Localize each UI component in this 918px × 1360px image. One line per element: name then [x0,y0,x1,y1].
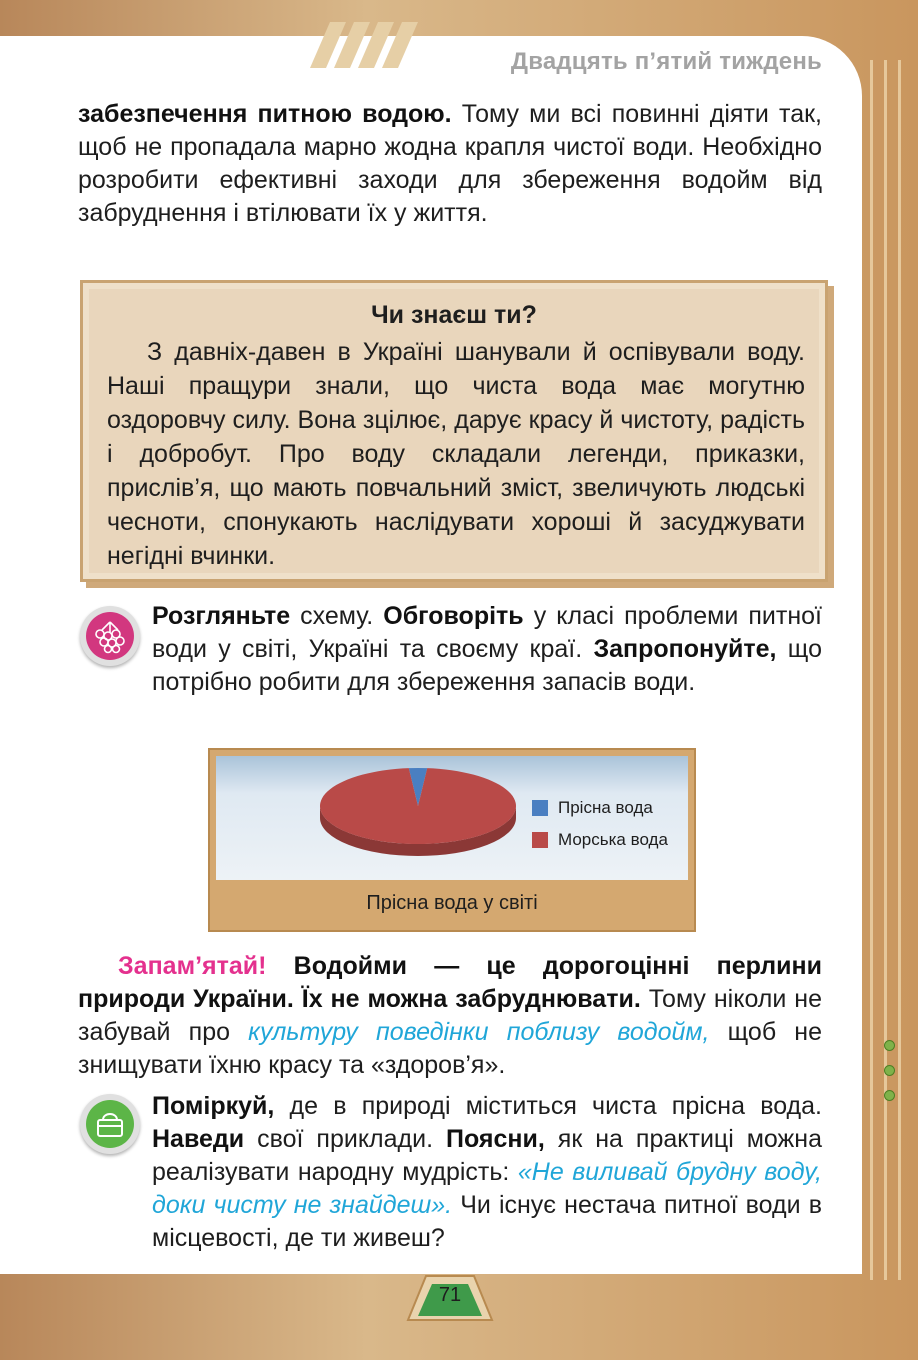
task2-proverb: «Не виливай брудну воду, доки чисту не знайдеш». [152,1158,822,1219]
legend-swatch-fresh [532,800,548,816]
freshwater-chart [208,748,696,932]
task2-text-1: де в природі міститься чиста прісна вода. [274,1092,822,1120]
intro-paragraph [78,98,822,230]
header-stripes-decoration [290,22,450,68]
task2-text-3: як на практиці можна реалізувати народну мудрість: [152,1125,822,1186]
side-dots-decoration [884,1040,895,1115]
chart-title: Прісна вода у світі [366,892,538,914]
legend-label-fresh: Прісна вода [558,798,653,817]
legend-swatch-sea [532,832,548,848]
chart-area [216,756,688,880]
did-you-know-box [80,280,828,582]
task2-text-2: свої приклади. [244,1125,447,1153]
page-number: 71 [438,1284,462,1306]
task2-text-4: Чи існує нестача питної води в місцевості, де ти живеш? [152,1191,822,1252]
task2-verb-1: Поміркуй, [152,1092,275,1120]
task-discuss-scheme [152,600,822,699]
week-title: Двадцять п’ятий тиждень [510,48,822,75]
legend-item-fresh [532,798,668,818]
legend-item-sea [532,830,668,850]
remember-bold: Водойми — це дорогоцінні перлини природи України. Їх не можна забруднювати. [78,952,822,1013]
remember-paragraph [78,950,822,1082]
remember-text-1: Тому ніколи не забувай про [78,985,822,1046]
task1-text-2: у класі проблеми питної води у світі, Україні та своєму краї. [152,602,822,663]
page-number-badge [400,1270,500,1330]
chart-legend [532,798,668,862]
task1-text-1: схему. [290,602,384,630]
task1-text-3: що потрібно робити для збереження запасів води. [152,635,822,696]
remember-label: Запам’ятай! [118,952,267,980]
discussion-icon [80,606,140,666]
task1-verb-3: Запропонуйте, [593,635,777,663]
intro-text: Тому ми всі повинні діяти так, щоб не пропадала марно жодна крапля чистої води. Необхідно розробити ефективні заходи для збереження водойм від забруднення і втілювати їх у життя. [78,100,822,227]
basket-icon [80,1094,140,1154]
task1-verb-2: Обговоріть [383,602,524,630]
remember-highlight: культуру поведінки поблизу водойм, [248,1018,710,1046]
task-think [152,1090,822,1255]
intro-bold-lead: забезпечення питною водою. [78,100,452,128]
remember-text-2: щоб не знищувати їхню красу та «здоров’я». [78,1018,822,1079]
task1-verb-1: Розгляньте [152,602,291,630]
legend-label-sea: Морська вода [558,830,668,849]
info-box-title: Чи знаєш ти? [371,301,537,329]
task2-verb-2: Наведи [152,1125,245,1153]
info-box-body: З давніх-давен в Україні шанували й оспівували воду. Наші пращури знали, що чиста вода має могутню оздоровчу силу. Вона зцілює, дарує красу й чистоту, радість і добробут. Про воду складали легенди, приказки, прислів’я, що мають повчальний зміст, звеличують людські чесноти, спонукають наслідувати хороші й засуджувати негідні вчинки. [107,338,805,570]
task2-verb-3: Поясни, [446,1125,545,1153]
